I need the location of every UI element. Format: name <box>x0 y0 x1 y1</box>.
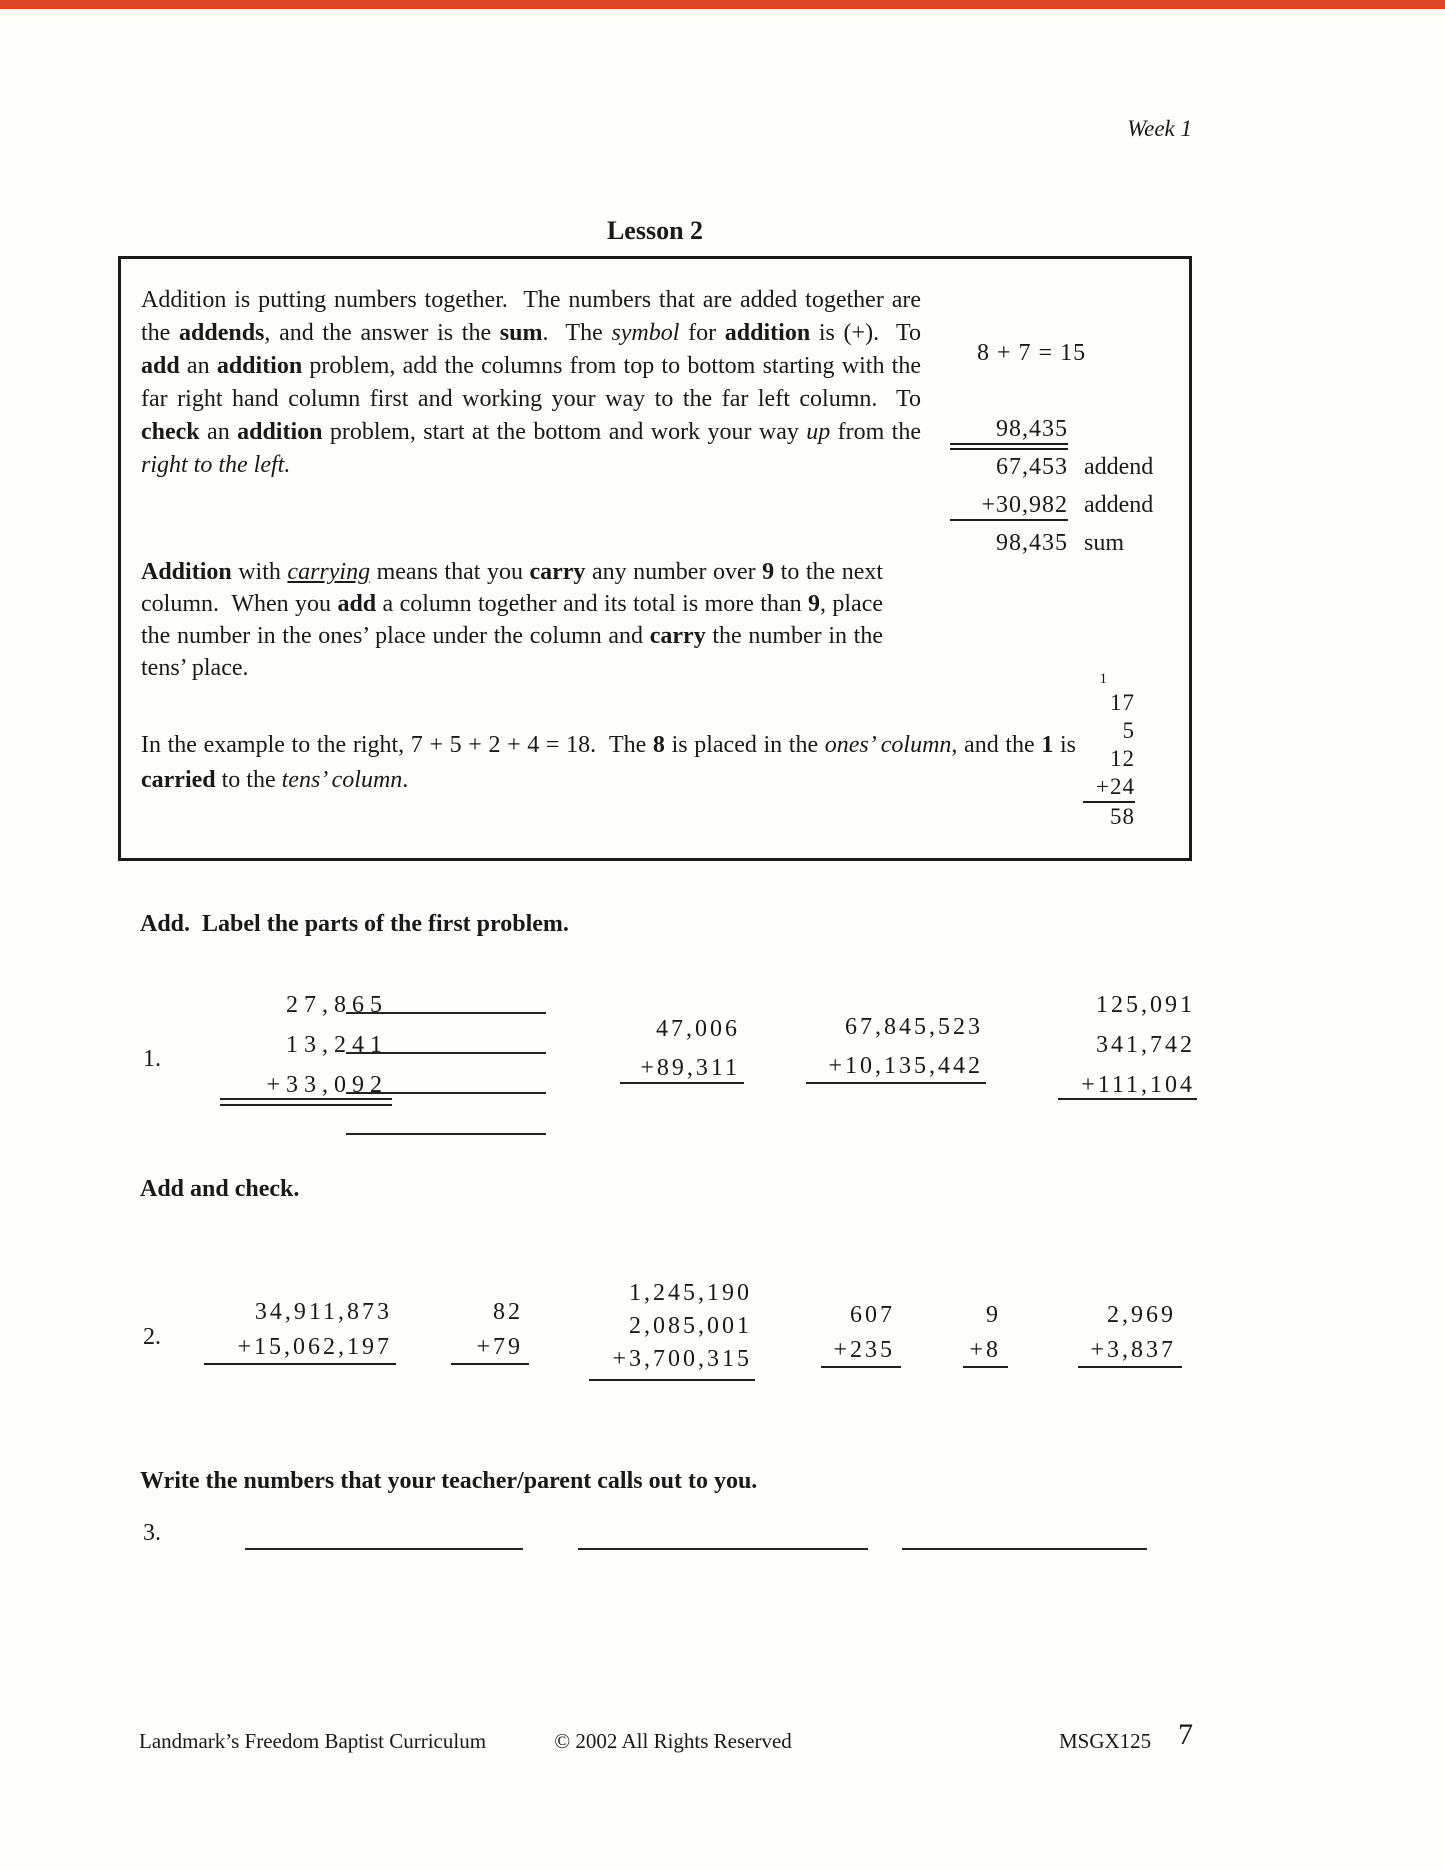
addend-value: +8 <box>969 1337 1001 1363</box>
addend-value: 2,085,001 <box>629 1313 752 1339</box>
carry-addend: 12 <box>1110 746 1135 771</box>
addend-value: +3,700,315 <box>612 1346 752 1372</box>
addend-value: +10,135,442 <box>828 1053 983 1079</box>
addend-value: 13,241 <box>286 1032 388 1058</box>
addend-value: 607 <box>850 1302 895 1328</box>
carry-addend: +24 <box>1096 774 1135 799</box>
addend-value: +111,104 <box>1081 1072 1195 1098</box>
sum-rule <box>821 1366 901 1368</box>
problem2-column-f <box>1078 1298 1176 1368</box>
sum-number: 98,435 <box>996 530 1068 556</box>
addend-value: 34,911,873 <box>254 1299 392 1325</box>
addend-value: 125,091 <box>1096 992 1195 1018</box>
paragraph-addition-intro: Addition is putting numbers together. The numbers that are added together are the addends, and the answer is the sum. The symbol for addition is (+). To add an addition problem, add the columns from top to bottom starting with the far right hand column first and working your way to the far left column. To check an addition problem, start at the bottom and work your way up from the right to the left. <box>141 287 928 478</box>
problem1-column-d <box>1060 985 1195 1105</box>
carry-addend: 17 <box>1110 690 1135 715</box>
check-example-row <box>950 454 1153 492</box>
addend-value: 27,865 <box>286 992 388 1018</box>
carried-digit: 1 <box>1099 671 1108 687</box>
sum-rule <box>1078 1366 1182 1368</box>
problem1-column-b <box>622 1010 740 1088</box>
addend-value: 9 <box>986 1302 1001 1328</box>
footer-curriculum-name: Landmark’s Freedom Baptist Curriculum <box>139 1729 487 1753</box>
sum-rule <box>589 1379 755 1381</box>
check-example-row <box>950 492 1153 530</box>
footer-code: MSGX125 <box>1059 1729 1152 1753</box>
sum-label: sum <box>1084 530 1125 556</box>
carry-sum: 58 <box>1083 801 1135 831</box>
section2-instruction: Add and check. <box>140 1176 300 1202</box>
answer-blank-line[interactable] <box>245 1548 523 1550</box>
sum-rule <box>806 1082 986 1084</box>
addend-label: addend <box>1084 454 1154 480</box>
check-example <box>950 416 1153 568</box>
label-blank-line[interactable] <box>346 1012 546 1014</box>
problem1-column-c <box>808 1008 983 1086</box>
addend-value: +89,311 <box>640 1055 740 1081</box>
problem2-column-b <box>453 1295 523 1365</box>
sum-rule-double <box>220 1098 392 1106</box>
addend-value: +79 <box>476 1334 523 1360</box>
answer-blank-line[interactable] <box>578 1548 868 1550</box>
addend-value: 341,742 <box>1096 1032 1195 1058</box>
sum-rule <box>963 1366 1008 1368</box>
sum-rule <box>204 1363 396 1365</box>
problem1-number: 1. <box>143 1046 161 1072</box>
problem2-column-a <box>206 1295 392 1365</box>
label-blank-line[interactable] <box>346 1052 546 1054</box>
section1-instruction: Add. Label the parts of the first problem. <box>140 911 569 937</box>
problem2-number: 2. <box>143 1324 161 1350</box>
paragraph-carry-example: In the example to the right, 7 + 5 + 2 + 4 = 18. The 8 is placed in the ones’ column, and the 1 is carried to the tens’ column. <box>141 732 1082 793</box>
sum-rule <box>1058 1098 1197 1100</box>
check-example-top-number: 98,435 <box>950 416 1068 450</box>
carrying-example <box>1083 672 1135 831</box>
example-equation: 8 + 7 = 15 <box>977 340 1087 366</box>
problem2-column-e <box>951 1298 1001 1368</box>
problem3-number: 3. <box>143 1520 161 1546</box>
addend-value: 67,845,523 <box>845 1014 983 1040</box>
addend-number: +30,982 <box>950 492 1068 521</box>
check-example-row <box>950 530 1153 568</box>
answer-blank-line[interactable] <box>902 1548 1147 1550</box>
problem1-column-a <box>226 985 388 1105</box>
check-example-row <box>950 416 1153 454</box>
section3-instruction: Write the numbers that your teacher/parent calls out to you. <box>140 1468 758 1494</box>
label-blank-line[interactable] <box>346 1133 546 1135</box>
addend-value: +33,092 <box>266 1072 388 1098</box>
addend-value: 1,245,190 <box>629 1280 752 1306</box>
addend-value: +3,837 <box>1090 1337 1176 1363</box>
week-label: Week 1 <box>1127 116 1192 141</box>
problem2-column-c <box>600 1277 752 1376</box>
scan-edge-bar <box>0 0 1445 9</box>
addend-value: 2,969 <box>1107 1302 1176 1328</box>
addend-value: 82 <box>493 1299 523 1325</box>
page-number: 7 <box>1178 1718 1193 1751</box>
addend-value: +235 <box>833 1337 895 1363</box>
sum-rule <box>620 1082 744 1084</box>
lesson-title: Lesson 2 <box>606 216 704 245</box>
addend-label: addend <box>1084 492 1154 518</box>
addend-value: 47,006 <box>656 1016 740 1042</box>
label-blank-line[interactable] <box>346 1092 546 1094</box>
carry-addend: 5 <box>1122 718 1135 743</box>
paragraph-carrying: Addition with carrying means that you carry any number over 9 to the next column. When you add a column together and its total is more than 9, place the number in the ones’ place under the column and carry the number in the tens’ place. <box>141 559 890 681</box>
addend-number: 67,453 <box>996 454 1068 480</box>
footer-copyright: © 2002 All Rights Reserved <box>554 1729 792 1753</box>
addend-value: +15,062,197 <box>237 1334 392 1360</box>
problem2-column-d <box>822 1298 895 1368</box>
sum-rule <box>451 1363 529 1365</box>
